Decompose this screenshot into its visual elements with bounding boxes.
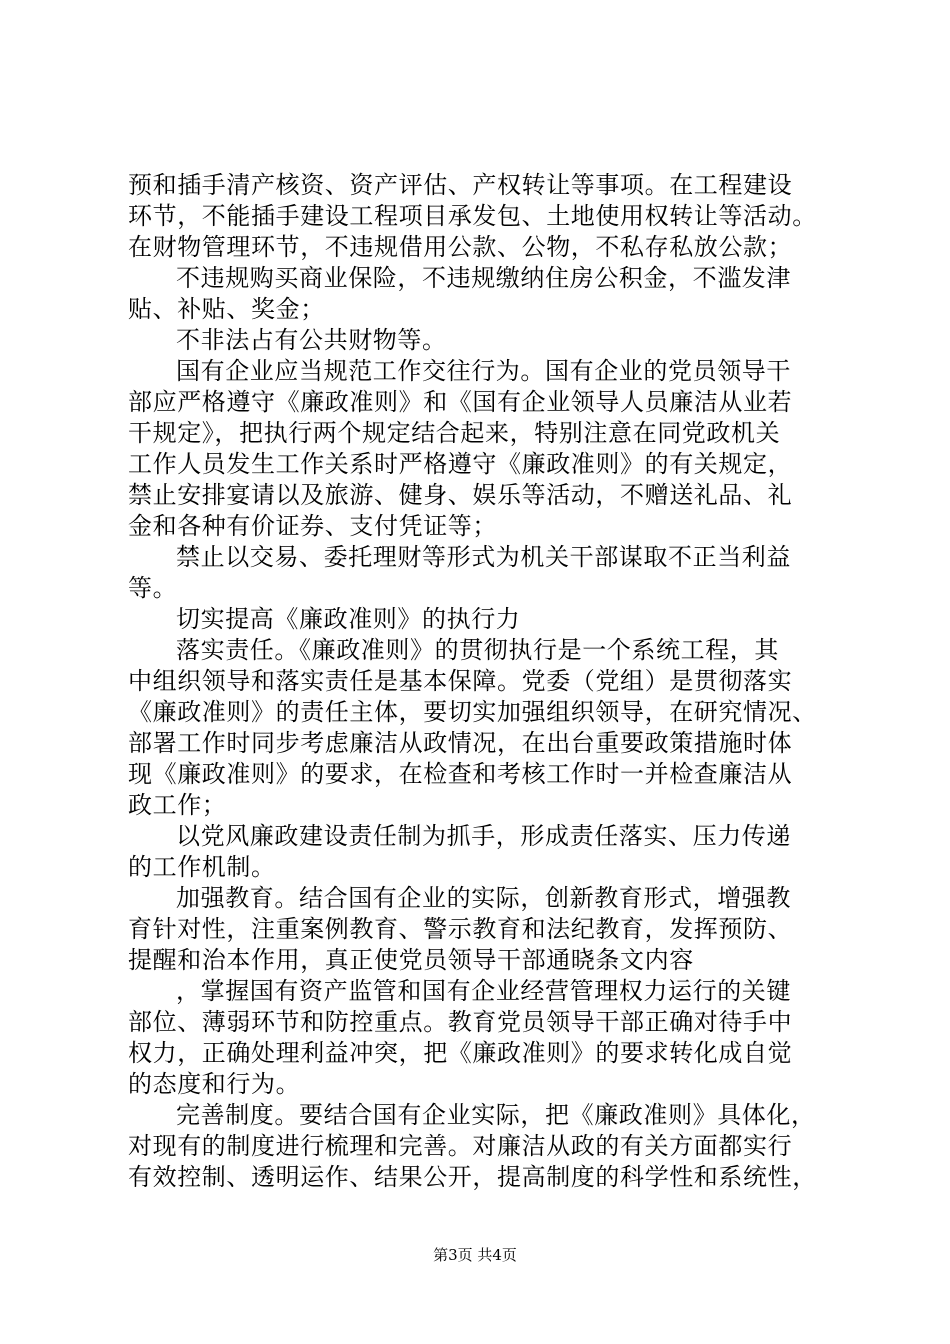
text-line: 干规定》，把执行两个规定结合起来，特别注意在同党政机关	[128, 419, 781, 447]
text-line: 禁止以交易、委托理财等形式为机关干部谋取不正当利益	[176, 543, 791, 571]
text-line: 以党风廉政建设责任制为抓手，形成责任落实、压力传递	[176, 822, 791, 850]
text-line: 落实责任。《廉政准则》的贯彻执行是一个系统工程，其	[176, 636, 779, 664]
text-line: 加强教育。结合国有企业的实际，创新教育形式，增强教	[176, 884, 791, 912]
text-line: 金和各种有价证券、支付凭证等；	[128, 512, 497, 540]
text-line: 育针对性，注重案例教育、警示教育和法纪教育，发挥预防、	[128, 915, 793, 943]
text-line: 不违规购买商业保险，不违规缴纳住房公积金，不滥发津	[176, 264, 791, 292]
text-line: ，掌握国有资产监管和国有企业经营管理权力运行的关键	[176, 977, 791, 1005]
text-line: 中组织领导和落实责任是基本保障。党委（党组）是贯彻落实	[128, 667, 793, 695]
text-line: 权力，正确处理利益冲突，把《廉政准则》的要求转化成自觉	[128, 1039, 793, 1067]
text-line: 预和插手清产核资、资产评估、产权转让等事项。在工程建设	[128, 171, 793, 199]
text-line: 《廉政准则》的责任主体，要切实加强组织领导，在研究情况、	[128, 698, 817, 726]
text-line: 贴、补贴、奖金；	[128, 295, 325, 323]
text-line: 部位、薄弱环节和防控重点。教育党员领导干部正确对待手中	[128, 1008, 793, 1036]
section-heading: 切实提高《廉政准则》的执行力	[176, 605, 521, 633]
text-line: 不非法占有公共财物等。	[176, 326, 447, 354]
text-line: 有效控制、透明运作、结果公开，提高制度的科学性和系统性，	[128, 1163, 817, 1191]
document-body	[128, 170, 848, 1193]
text-line: 对现有的制度进行梳理和完善。对廉洁从政的有关方面都实行	[128, 1132, 793, 1160]
text-line: 环节，不能插手建设工程项目承发包、土地使用权转让等活动。	[128, 202, 817, 230]
text-line: 等。	[128, 574, 178, 602]
text-line: 在财物管理环节，不违规借用公款、公物，不私存私放公款；	[128, 233, 793, 261]
text-line: 完善制度。要结合国有企业实际，把《廉政准则》具体化，	[176, 1101, 816, 1129]
text-line: 现《廉政准则》的要求，在检查和考核工作时一并检查廉洁从	[128, 760, 793, 788]
text-line: 禁止安排宴请以及旅游、健身、娱乐等活动，不赠送礼品、礼	[128, 481, 793, 509]
text-line: 政工作；	[128, 791, 227, 819]
text-line: 提醒和治本作用，真正使党员领导干部通晓条文内容	[128, 946, 694, 974]
text-line: 国有企业应当规范工作交往行为。国有企业的党员领导干	[176, 357, 791, 385]
page-number-footer: 第3页 共4页	[433, 1246, 517, 1264]
text-line: 部署工作时同步考虑廉洁从政情况，在出台重要政策措施时体	[128, 729, 793, 757]
text-line: 的工作机制。	[128, 853, 276, 881]
text-line: 部应严格遵守《廉政准则》和《国有企业领导人员廉洁从业若	[128, 388, 793, 416]
text-line: 的态度和行为。	[128, 1070, 301, 1098]
text-line: 工作人员发生工作关系时严格遵守《廉政准则》的有关规定，	[128, 450, 793, 478]
